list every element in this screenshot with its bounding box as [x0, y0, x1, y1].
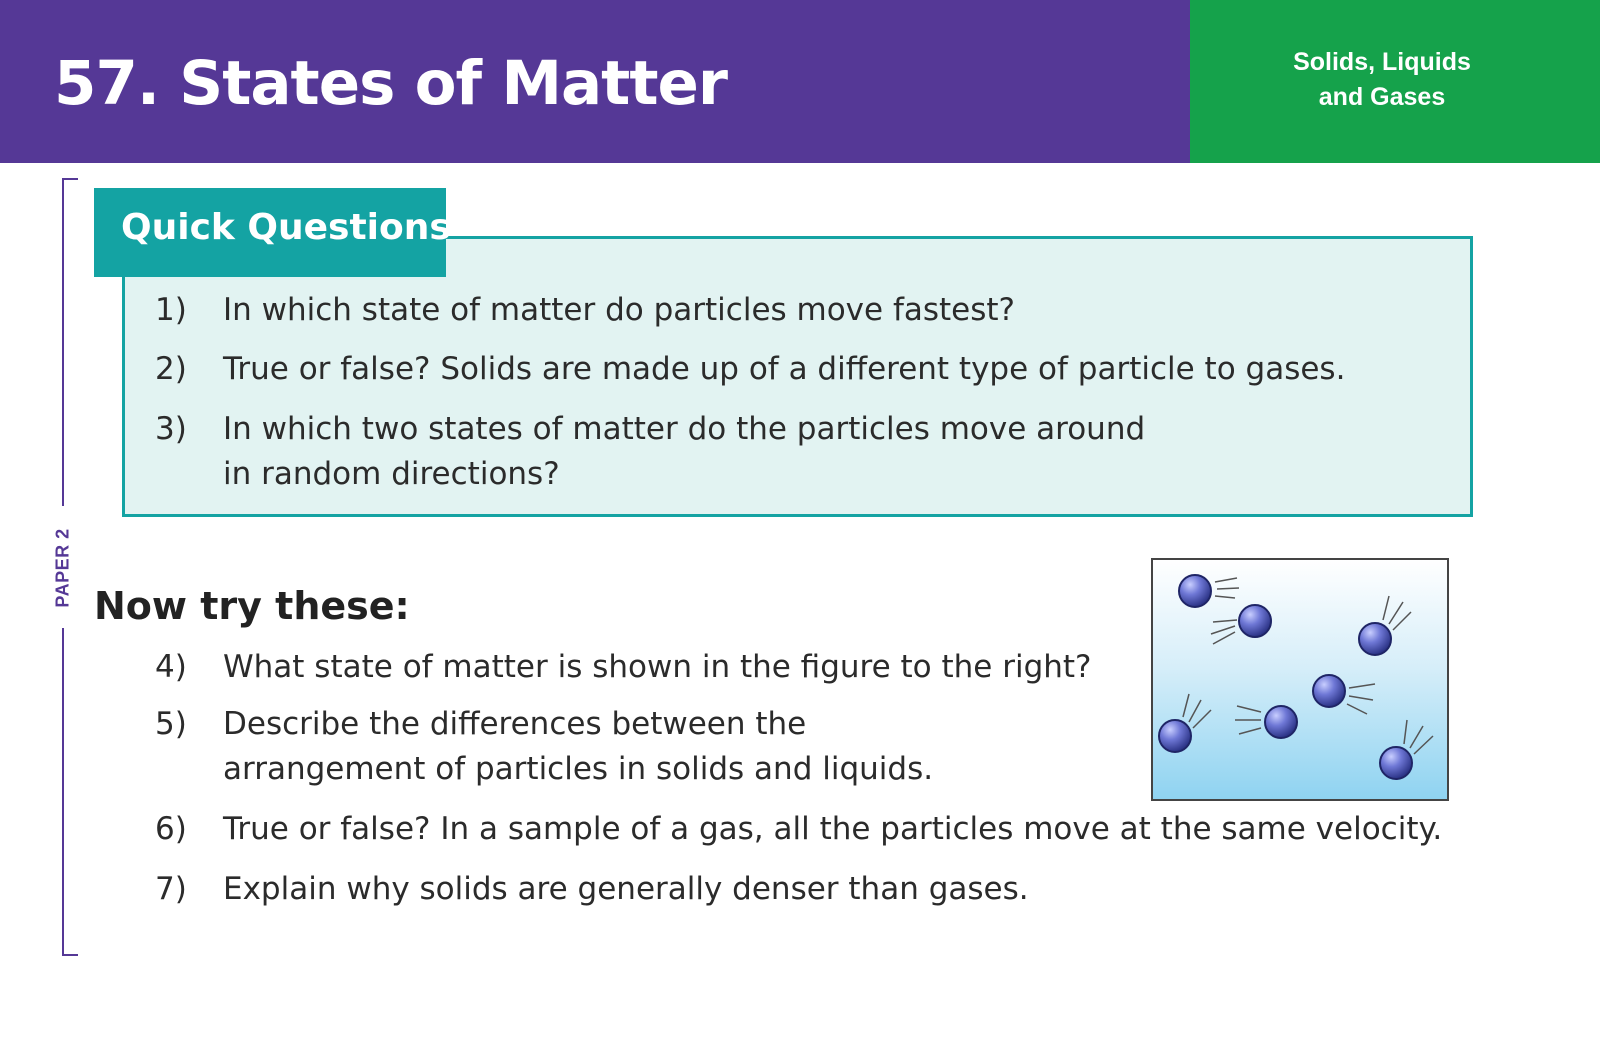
question-line: What state of matter is shown in the figure to the right? [223, 649, 1092, 685]
question-line: Explain why solids are generally denser than gases. [223, 871, 1029, 907]
question-line: In which two states of matter do the particles move around [223, 411, 1146, 447]
question-line: in random directions? [223, 456, 560, 492]
side-bracket-cap-top [62, 178, 78, 180]
particle [1313, 675, 1375, 714]
question-text [223, 347, 1345, 392]
question-text [223, 407, 1145, 497]
question-text [223, 645, 1092, 690]
question-number: 6) [155, 811, 187, 847]
question-line: Describe the differences between the [223, 706, 807, 742]
question-line: True or false? In a sample of a gas, all the particles move at the same velocity. [223, 811, 1443, 847]
particle [1211, 605, 1271, 644]
question-line: True or false? Solids are made up of a different type of particle to gases. [223, 351, 1346, 387]
side-bracket-top [62, 178, 64, 506]
topic-label [1190, 45, 1574, 115]
particle [1380, 720, 1433, 779]
question-number: 1) [155, 292, 187, 328]
question-number: 7) [155, 871, 187, 907]
question-text [223, 867, 1029, 912]
page-title: 57. States of Matter [54, 48, 727, 119]
question-line: arrangement of particles in solids and liquids. [223, 751, 934, 787]
question-text [223, 807, 1442, 852]
particle [1159, 694, 1211, 752]
question-text [223, 702, 933, 792]
question-number: 3) [155, 411, 187, 447]
paper-label: PAPER 2 [52, 528, 73, 608]
gas-particles-svg [1153, 560, 1447, 799]
question-text [223, 288, 1015, 333]
topic-line-2: and Gases [1318, 83, 1446, 111]
question-number: 4) [155, 649, 187, 685]
particle [1359, 596, 1411, 655]
question-line: In which state of matter do particles move fastest? [223, 292, 1015, 328]
particle [1179, 575, 1239, 607]
quick-questions-title: Quick Questions [121, 207, 451, 248]
side-bracket-cap-bottom [62, 954, 78, 956]
question-number: 5) [155, 706, 187, 742]
now-try-title: Now try these: [94, 584, 410, 628]
topic-line-1: Solids, Liquids [1293, 48, 1471, 76]
side-bracket-bottom [62, 628, 64, 956]
particle [1235, 706, 1297, 738]
question-number: 2) [155, 351, 187, 387]
gas-particles-figure [1151, 558, 1449, 801]
